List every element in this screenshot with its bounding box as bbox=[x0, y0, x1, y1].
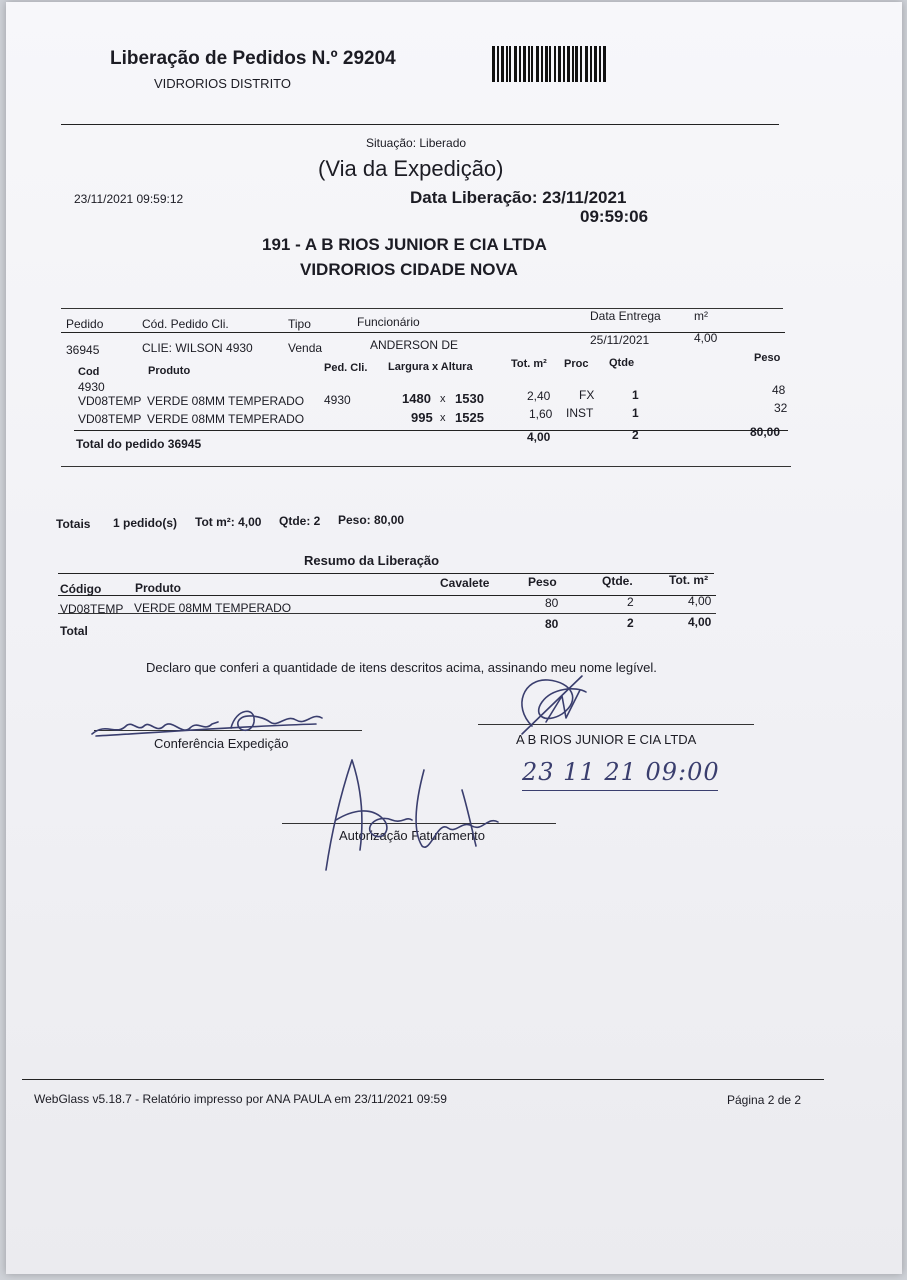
summary-row-tot-m2: 4,00 bbox=[688, 594, 712, 608]
item-1-largura: 1480 bbox=[402, 391, 431, 406]
item-col-cod: Cod bbox=[78, 366, 100, 378]
order-total-peso: 80,00 bbox=[750, 425, 781, 439]
summary-row-qtde: 2 bbox=[627, 595, 634, 609]
item-1-peso: 48 bbox=[772, 383, 786, 397]
summary-header-rule bbox=[58, 595, 716, 596]
item-2-altura: 1525 bbox=[455, 410, 484, 425]
order-total-qtde: 2 bbox=[632, 428, 639, 442]
col-cod-pedido-cli: Cód. Pedido Cli. bbox=[142, 317, 229, 331]
declaration-text: Declaro que conferi a quantidade de itens descritos acima, assinando meu nome legível. bbox=[146, 660, 657, 675]
release-date: Data Liberação: 23/11/2021 bbox=[410, 188, 627, 207]
item-2-cod: VD08TEMP bbox=[78, 412, 142, 426]
order-table-bottom bbox=[61, 466, 791, 467]
situation-status: Situação: Liberado bbox=[366, 136, 467, 150]
signature-label-cliente: A B RIOS JUNIOR E CIA LTDA bbox=[516, 732, 697, 747]
order-type: Venda bbox=[288, 341, 323, 355]
print-datetime: 23/11/2021 09:59:12 bbox=[74, 192, 184, 206]
order-delivery-date: 25/11/2021 bbox=[590, 333, 650, 347]
company-name: VIDRORIOS DISTRITO bbox=[154, 76, 291, 91]
order-total-label: Total do pedido 36945 bbox=[76, 437, 202, 451]
order-client-code: CLIE: WILSON 4930 bbox=[142, 341, 253, 355]
signature-autorizacao-scribble bbox=[312, 750, 532, 880]
summary-row-rule bbox=[58, 613, 716, 614]
client-name: 191 - A B RIOS JUNIOR E CIA LTDA bbox=[262, 235, 547, 254]
signature-label-autorizacao: Autorização Faturamento bbox=[339, 828, 485, 843]
item-col-proc: Proc bbox=[564, 358, 589, 370]
document-page bbox=[6, 2, 902, 1274]
item-2-produto: VERDE 08MM TEMPERADO bbox=[147, 412, 305, 426]
handwritten-date: 23 11 21 09:00 bbox=[522, 758, 720, 786]
summary-title: Resumo da Liberação bbox=[304, 553, 440, 568]
order-employee: ANDERSON DE bbox=[370, 338, 459, 352]
footer-report-info: WebGlass v5.18.7 - Relatório impresso por ANA PAULA em 23/11/2021 09:59 bbox=[34, 1092, 447, 1106]
release-time: 09:59:06 bbox=[580, 207, 649, 226]
item-2-largura: 995 bbox=[411, 410, 433, 425]
order-total-m2: 4,00 bbox=[527, 430, 551, 444]
copy-label: (Via da Expedição) bbox=[318, 156, 504, 181]
summary-total-qtde: 2 bbox=[627, 616, 634, 630]
barcode bbox=[492, 46, 616, 82]
summary-total-label: Total bbox=[60, 624, 88, 638]
summary-col-tot-m2: Tot. m² bbox=[669, 573, 709, 587]
footer-page-number: Página 2 de 2 bbox=[727, 1093, 802, 1107]
order-header-divider bbox=[61, 332, 785, 333]
totals-peso: Peso: 80,00 bbox=[338, 513, 405, 527]
col-data-entrega: Data Entrega bbox=[590, 309, 661, 323]
item-1-tot-m2: 2,40 bbox=[527, 389, 551, 403]
item-col-dims: Largura x Altura bbox=[388, 361, 473, 373]
item-1-ped-cli: 4930 bbox=[324, 393, 351, 407]
signature-cliente-scribble bbox=[502, 666, 602, 746]
item-2-tot-m2: 1,60 bbox=[529, 407, 553, 421]
order-table-top bbox=[61, 308, 783, 309]
signature-conferencia-scribble bbox=[86, 692, 346, 752]
col-m2: m² bbox=[694, 309, 708, 323]
summary-col-peso: Peso bbox=[528, 575, 557, 589]
item-1-produto: VERDE 08MM TEMPERADO bbox=[147, 394, 305, 408]
summary-col-cavalete: Cavalete bbox=[440, 576, 490, 590]
order-number: 36945 bbox=[66, 343, 100, 357]
client-store: VIDRORIOS CIDADE NOVA bbox=[300, 260, 518, 279]
item-2-peso: 32 bbox=[774, 401, 788, 415]
item-1-x: x bbox=[440, 393, 446, 405]
document-title: Liberação de Pedidos N.º 29204 bbox=[110, 48, 396, 69]
totals-qtde: Qtde: 2 bbox=[279, 514, 321, 528]
item-col-peso: Peso bbox=[754, 352, 781, 364]
col-pedido: Pedido bbox=[66, 317, 104, 331]
summary-total-peso: 80 bbox=[545, 617, 559, 631]
footer-rule bbox=[22, 1079, 824, 1080]
summary-row-peso: 80 bbox=[545, 596, 559, 610]
summary-row-produto: VERDE 08MM TEMPERADO bbox=[134, 601, 292, 615]
item-col-produto: Produto bbox=[148, 365, 191, 377]
col-tipo: Tipo bbox=[288, 317, 311, 331]
item-col-ped-cli: Ped. Cli. bbox=[324, 362, 368, 374]
item-2-x: x bbox=[440, 412, 446, 424]
item-col-tot-m2: Tot. m² bbox=[511, 358, 547, 370]
summary-col-codigo: Código bbox=[60, 582, 102, 596]
item-2-qtde: 1 bbox=[632, 406, 639, 420]
item-1-proc: FX bbox=[579, 388, 595, 402]
item-col-qtde: Qtde bbox=[609, 357, 635, 369]
signature-label-conferencia: Conferência Expedição bbox=[154, 736, 289, 751]
col-funcionario: Funcionário bbox=[357, 315, 420, 329]
item-pre-code: 4930 bbox=[78, 380, 105, 394]
handwritten-date-underline bbox=[522, 790, 718, 791]
summary-total-tot-m2: 4,00 bbox=[688, 615, 712, 629]
totals-m2: Tot m²: 4,00 bbox=[195, 515, 262, 529]
order-items-divider bbox=[74, 430, 788, 431]
order-m2: 4,00 bbox=[694, 331, 718, 345]
item-1-altura: 1530 bbox=[455, 391, 484, 406]
item-1-qtde: 1 bbox=[632, 388, 639, 402]
summary-col-produto: Produto bbox=[135, 581, 181, 595]
item-2-proc: INST bbox=[566, 406, 594, 420]
item-1-cod: VD08TEMP bbox=[78, 394, 142, 408]
header-divider bbox=[61, 124, 779, 125]
summary-col-qtde: Qtde. bbox=[602, 574, 633, 588]
totals-pedidos: 1 pedido(s) bbox=[113, 516, 178, 530]
totals-label: Totais bbox=[56, 517, 91, 531]
summary-row-codigo: VD08TEMP bbox=[60, 602, 124, 616]
